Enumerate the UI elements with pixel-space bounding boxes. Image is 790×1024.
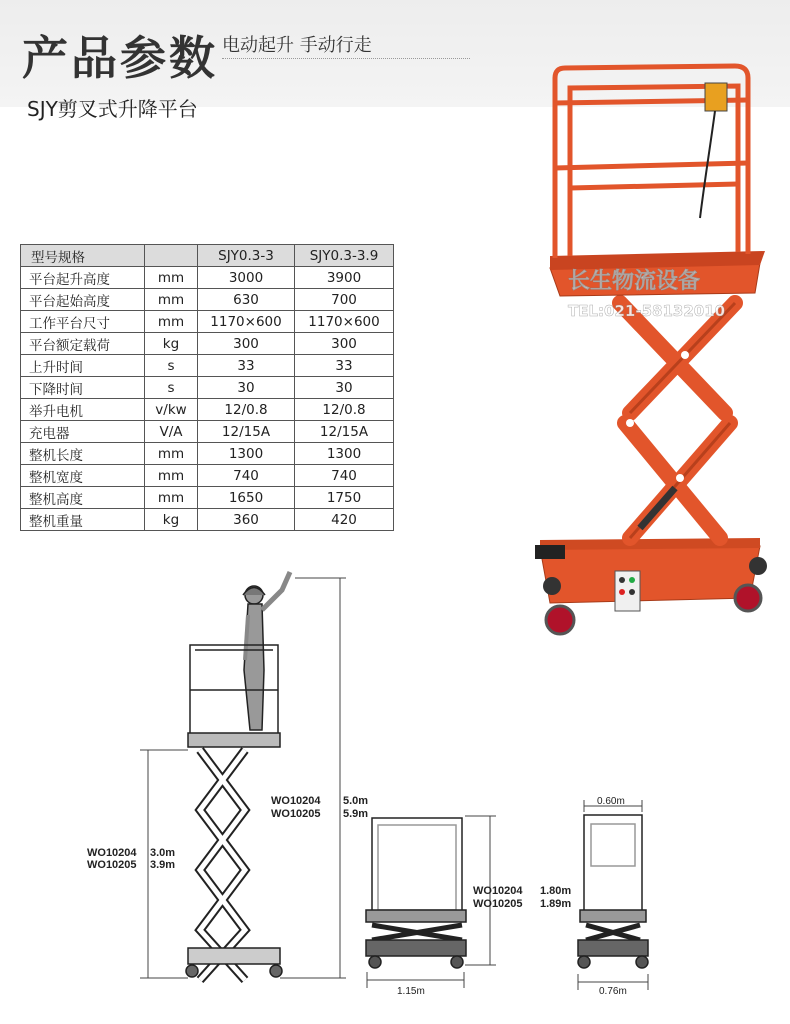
spec-unit: mm xyxy=(145,443,198,465)
work-height-model1: WO10204 xyxy=(271,795,321,807)
title-divider xyxy=(222,58,470,59)
spec-row xyxy=(21,487,394,509)
side-view-extended xyxy=(186,572,290,980)
spec-name: 工作平台尺寸 xyxy=(21,311,145,333)
work-height-model2: WO10205 xyxy=(271,808,321,820)
spec-unit: kg xyxy=(145,333,198,355)
spec-name: 上升时间 xyxy=(21,355,145,377)
spec-unit: mm xyxy=(145,311,198,333)
spec-unit: mm xyxy=(145,267,198,289)
height-dim-lines xyxy=(140,578,346,978)
spec-value-b: 740 xyxy=(295,465,394,487)
tagline: 电动起升 手动行走 xyxy=(222,35,372,56)
spec-value-b: 30 xyxy=(295,377,394,399)
spec-value-b: 1750 xyxy=(295,487,394,509)
spec-value-b: 700 xyxy=(295,289,394,311)
spec-value-b: 12/15A xyxy=(295,421,394,443)
product-name: SJY剪叉式升降平台 xyxy=(27,97,198,121)
spec-name: 整机长度 xyxy=(21,443,145,465)
spec-row xyxy=(21,289,394,311)
spec-value-a: 12/0.8 xyxy=(198,399,295,421)
spec-row xyxy=(21,377,394,399)
spec-row xyxy=(21,355,394,377)
col-header-model: 型号规格 xyxy=(21,245,145,267)
watermark-tel: TEL:021-58132010 xyxy=(568,302,726,320)
spec-value-a: 300 xyxy=(198,333,295,355)
spec-value-a: 1650 xyxy=(198,487,295,509)
spec-unit: v/kw xyxy=(145,399,198,421)
spec-row xyxy=(21,399,394,421)
stowed-height-model1: WO10204 xyxy=(473,885,523,897)
col-header-unit xyxy=(145,245,198,267)
dimension-drawings xyxy=(0,560,790,1024)
spec-table xyxy=(20,244,394,531)
machine-illustration xyxy=(535,66,767,634)
col-header-model-b: SJY0.3-3.9 xyxy=(295,245,394,267)
side-view-stowed xyxy=(366,818,466,968)
spec-unit: mm xyxy=(145,465,198,487)
spec-unit: V/A xyxy=(145,421,198,443)
spec-name: 举升电机 xyxy=(21,399,145,421)
spec-value-b: 1170×600 xyxy=(295,311,394,333)
spec-value-a: 33 xyxy=(198,355,295,377)
platform-height-value2: 3.9m xyxy=(150,859,176,871)
spec-value-b: 12/0.8 xyxy=(295,399,394,421)
spec-value-a: 360 xyxy=(198,509,295,531)
spec-row xyxy=(21,465,394,487)
spec-name: 整机重量 xyxy=(21,509,145,531)
platform-width-label: 0.60m xyxy=(597,796,625,807)
page-title: 产品参数 xyxy=(22,31,218,85)
work-height-value2: 5.9m xyxy=(343,808,369,820)
platform-height-model1: WO10204 xyxy=(87,847,137,859)
spec-name: 整机高度 xyxy=(21,487,145,509)
stowed-height-model2: WO10205 xyxy=(473,898,523,910)
spec-row xyxy=(21,311,394,333)
spec-value-a: 12/15A xyxy=(198,421,295,443)
spec-unit: kg xyxy=(145,509,198,531)
spec-value-b: 1300 xyxy=(295,443,394,465)
spec-value-a: 1300 xyxy=(198,443,295,465)
spec-value-b: 3900 xyxy=(295,267,394,289)
spec-value-a: 30 xyxy=(198,377,295,399)
stowed-height-value1: 1.80m xyxy=(540,885,572,897)
stowed-height-value2: 1.89m xyxy=(540,898,572,910)
spec-value-b: 33 xyxy=(295,355,394,377)
spec-row xyxy=(21,443,394,465)
spec-unit: mm xyxy=(145,487,198,509)
spec-unit: s xyxy=(145,377,198,399)
spec-row xyxy=(21,267,394,289)
spec-unit: s xyxy=(145,355,198,377)
base-width-label: 0.76m xyxy=(599,986,627,997)
spec-value-a: 740 xyxy=(198,465,295,487)
col-header-model-a: SJY0.3-3 xyxy=(198,245,295,267)
work-height-value1: 5.0m xyxy=(343,795,369,807)
spec-value-b: 420 xyxy=(295,509,394,531)
spec-value-a: 3000 xyxy=(198,267,295,289)
spec-name: 平台额定载荷 xyxy=(21,333,145,355)
platform-height-value1: 3.0m xyxy=(150,847,176,859)
spec-table-header xyxy=(21,245,394,267)
spec-unit: mm xyxy=(145,289,198,311)
spec-name: 充电器 xyxy=(21,421,145,443)
spec-value-b: 300 xyxy=(295,333,394,355)
spec-name: 下降时间 xyxy=(21,377,145,399)
spec-value-a: 1170×600 xyxy=(198,311,295,333)
spec-row xyxy=(21,421,394,443)
spec-row xyxy=(21,333,394,355)
watermark-company: 长生物流设备 xyxy=(568,269,701,294)
length-label: 1.15m xyxy=(397,986,425,997)
spec-name: 平台起始高度 xyxy=(21,289,145,311)
spec-row xyxy=(21,509,394,531)
end-view xyxy=(578,815,648,968)
spec-name: 平台起升高度 xyxy=(21,267,145,289)
platform-height-model2: WO10205 xyxy=(87,859,137,871)
spec-value-a: 630 xyxy=(198,289,295,311)
spec-name: 整机宽度 xyxy=(21,465,145,487)
